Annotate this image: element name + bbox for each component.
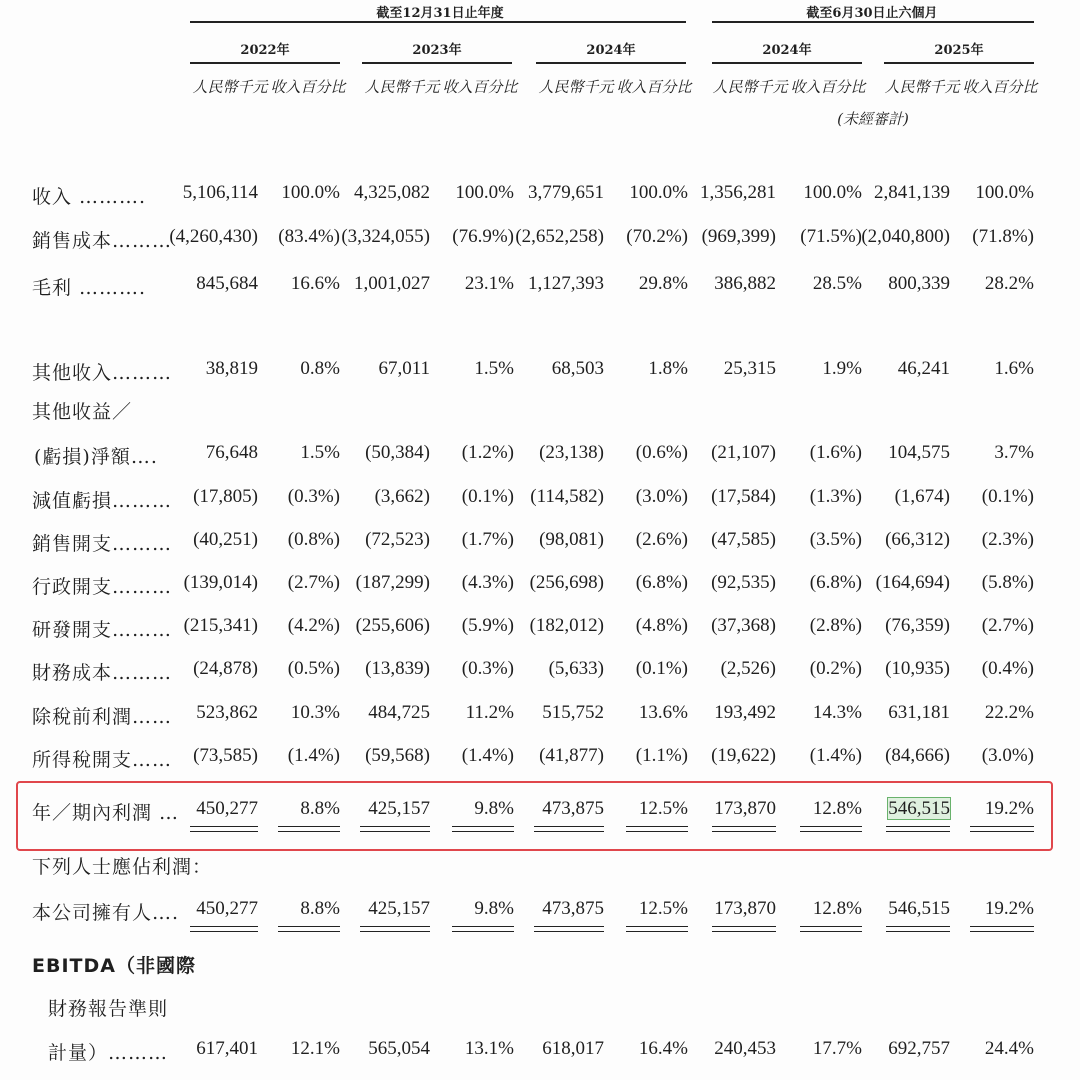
percent-cell: (0.8%) [287, 529, 340, 550]
percent-cell: 19.2% [984, 798, 1034, 819]
row-label: 計量）……… [48, 1042, 169, 1064]
amount-cell: (4,260,430) [169, 226, 258, 247]
amount-cell: 631,181 [888, 702, 950, 723]
percent-cell: 16.4% [638, 1038, 688, 1059]
unit-amount: 人民幣千元 [884, 78, 960, 96]
percent-cell: (1.1%) [635, 745, 688, 766]
amount-cell: 173,870 [714, 798, 776, 819]
row-label: 銷售成本……… [32, 230, 173, 252]
row-label: 其他收益／ [32, 401, 133, 423]
amount-cell: (92,535) [711, 572, 776, 593]
row-label: 毛利 ………. [32, 277, 147, 299]
double-underline [626, 926, 688, 932]
percent-cell: 13.6% [638, 702, 688, 723]
percent-cell: 1.8% [648, 358, 688, 379]
header-year-rule [884, 62, 1034, 64]
amount-cell: 692,757 [888, 1038, 950, 1059]
amount-cell: (139,014) [183, 572, 258, 593]
amount-cell: (40,251) [193, 529, 258, 550]
percent-cell: (5.8%) [981, 572, 1034, 593]
double-underline [452, 826, 514, 832]
amount-cell: (13,839) [365, 658, 430, 679]
row-label: 收入 ………. [32, 186, 147, 208]
amount-cell: 38,819 [205, 358, 258, 379]
percent-cell: (2.7%) [981, 615, 1034, 636]
row-label: EBITDA（非國際 [32, 955, 196, 977]
amount-cell: (3,324,055) [341, 226, 430, 247]
amount-cell: 800,339 [888, 273, 950, 294]
header-year-2022: 2022年 [240, 43, 290, 58]
percent-cell: (1.2%) [461, 442, 514, 463]
header-year-rule [536, 62, 686, 64]
amount-cell: (10,935) [885, 658, 950, 679]
amount-cell: 450,277 [196, 798, 258, 819]
amount-cell: (17,584) [711, 486, 776, 507]
header-year-rule [712, 62, 862, 64]
amount-cell: 5,106,114 [182, 182, 258, 203]
amount-cell: 173,870 [714, 898, 776, 919]
percent-cell: (76.9%) [452, 226, 514, 247]
amount-cell: 546,515 [888, 898, 950, 919]
percent-cell: 24.4% [984, 1038, 1034, 1059]
percent-cell: 0.8% [300, 358, 340, 379]
percent-cell: (3.0%) [981, 745, 1034, 766]
amount-cell: (59,568) [365, 745, 430, 766]
amount-cell: (66,312) [885, 529, 950, 550]
row-label: 所得稅開支…… [32, 749, 173, 771]
percent-cell: (5.9%) [461, 615, 514, 636]
percent-cell: (0.1%) [635, 658, 688, 679]
percent-cell: 100.0% [803, 182, 862, 203]
amount-cell: 1,001,027 [354, 273, 430, 294]
header-group-interim: 截至6月30日止六個月 [806, 6, 938, 21]
percent-cell: (71.5%) [800, 226, 862, 247]
amount-cell: (2,040,800) [861, 226, 950, 247]
unit-percent: 收入百分比 [616, 78, 692, 96]
percent-cell: 100.0% [629, 182, 688, 203]
percent-cell: 100.0% [455, 182, 514, 203]
amount-cell: (969,399) [701, 226, 776, 247]
percent-cell: 12.1% [290, 1038, 340, 1059]
amount-cell: (2,652,258) [515, 226, 604, 247]
percent-cell: 3.7% [994, 442, 1034, 463]
amount-cell: 3,779,651 [528, 182, 604, 203]
percent-cell: (1.6%) [809, 442, 862, 463]
double-underline [970, 826, 1034, 832]
amount-cell: 617,401 [196, 1038, 258, 1059]
percent-cell: (2.6%) [635, 529, 688, 550]
percent-cell: 17.7% [812, 1038, 862, 1059]
percent-cell: 1.5% [474, 358, 514, 379]
amount-cell: (47,585) [711, 529, 776, 550]
amount-cell: 473,875 [542, 798, 604, 819]
amount-cell: 425,157 [368, 898, 430, 919]
row-label: 除稅前利潤…… [32, 706, 173, 728]
amount-cell: (215,341) [183, 615, 258, 636]
amount-cell: 193,492 [714, 702, 776, 723]
double-underline [278, 826, 340, 832]
amount-cell: (24,878) [193, 658, 258, 679]
double-underline [190, 926, 258, 932]
percent-cell: 1.6% [994, 358, 1034, 379]
amount-cell: 484,725 [368, 702, 430, 723]
amount-cell: 104,575 [888, 442, 950, 463]
amount-cell: 240,453 [714, 1038, 776, 1059]
row-label: 研發開支……… [32, 619, 173, 641]
percent-cell: 29.8% [638, 273, 688, 294]
percent-cell: 12.5% [638, 898, 688, 919]
double-underline [970, 926, 1034, 932]
percent-cell: 12.5% [638, 798, 688, 819]
header-year-2025-interim: 2025年 [934, 43, 984, 58]
double-underline [360, 926, 430, 932]
double-underline [626, 826, 688, 832]
percent-cell: (2.7%) [287, 572, 340, 593]
amount-cell: (19,622) [711, 745, 776, 766]
amount-cell: 450,277 [196, 898, 258, 919]
amount-cell: (255,606) [355, 615, 430, 636]
percent-cell: (83.4%) [278, 226, 340, 247]
amount-cell: 523,862 [196, 702, 258, 723]
amount-cell: (23,138) [539, 442, 604, 463]
amount-cell: (2,526) [720, 658, 776, 679]
percent-cell: 9.8% [474, 898, 514, 919]
amount-cell: (182,012) [529, 615, 604, 636]
percent-cell: (6.8%) [635, 572, 688, 593]
double-underline [534, 826, 604, 832]
percent-cell: (1.4%) [461, 745, 514, 766]
amount-cell: 845,684 [196, 273, 258, 294]
amount-cell: (17,805) [193, 486, 258, 507]
row-label: 行政開支……… [32, 576, 173, 598]
unit-percent: 收入百分比 [270, 78, 346, 96]
unit-amount: 人民幣千元 [712, 78, 788, 96]
amount-cell: (72,523) [365, 529, 430, 550]
unit-amount: 人民幣千元 [538, 78, 614, 96]
amount-cell: (50,384) [365, 442, 430, 463]
header-year-2024: 2024年 [586, 43, 636, 58]
percent-cell: 16.6% [290, 273, 340, 294]
double-underline [886, 926, 950, 932]
percent-cell: 100.0% [975, 182, 1034, 203]
double-underline [190, 826, 258, 832]
amount-cell: (76,359) [885, 615, 950, 636]
amount-cell: (3,662) [374, 486, 430, 507]
percent-cell: (4.3%) [461, 572, 514, 593]
amount-cell: 4,325,082 [354, 182, 430, 203]
percent-cell: 28.2% [984, 273, 1034, 294]
amount-cell: (41,877) [539, 745, 604, 766]
percent-cell: 8.8% [300, 798, 340, 819]
percent-cell: 11.2% [465, 702, 514, 723]
header-year-2024-interim: 2024年 [762, 43, 812, 58]
amount-cell: 68,503 [551, 358, 604, 379]
percent-cell: 19.2% [984, 898, 1034, 919]
amount-cell: (187,299) [355, 572, 430, 593]
percent-cell: (1.7%) [461, 529, 514, 550]
percent-cell: (4.8%) [635, 615, 688, 636]
percent-cell: 8.8% [300, 898, 340, 919]
amount-cell: 2,841,139 [874, 182, 950, 203]
amount-cell: (256,698) [529, 572, 604, 593]
amount-cell: (5,633) [548, 658, 604, 679]
highlighted-value[interactable]: 546,515 [888, 798, 950, 819]
percent-cell: (2.3%) [981, 529, 1034, 550]
amount-cell: 46,241 [897, 358, 950, 379]
double-underline [360, 826, 430, 832]
amount-cell: (21,107) [711, 442, 776, 463]
percent-cell: (6.8%) [809, 572, 862, 593]
double-underline [712, 826, 776, 832]
percent-cell: 14.3% [812, 702, 862, 723]
amount-cell: 473,875 [542, 898, 604, 919]
percent-cell: 28.5% [812, 273, 862, 294]
percent-cell: 23.1% [464, 273, 514, 294]
double-underline [800, 826, 862, 832]
percent-cell: (0.3%) [461, 658, 514, 679]
row-label: 財務報告準則 [48, 998, 169, 1020]
header-year-2023: 2023年 [412, 43, 462, 58]
double-underline [452, 926, 514, 932]
percent-cell: (2.8%) [809, 615, 862, 636]
row-label: 年／期內利潤 … [32, 802, 180, 824]
row-label: 下列人士應佔利潤： [32, 856, 213, 878]
row-label: 財務成本……… [32, 662, 173, 684]
percent-cell: (0.1%) [461, 486, 514, 507]
amount-cell: 1,356,281 [700, 182, 776, 203]
percent-cell: (0.6%) [635, 442, 688, 463]
percent-cell: 100.0% [281, 182, 340, 203]
percent-cell: 22.2% [984, 702, 1034, 723]
row-label: 其他收入……… [32, 362, 173, 384]
unit-percent: 收入百分比 [962, 78, 1038, 96]
percent-cell: 9.8% [474, 798, 514, 819]
percent-cell: (0.1%) [981, 486, 1034, 507]
percent-cell: (0.5%) [287, 658, 340, 679]
row-label: 銷售開支……… [32, 533, 173, 555]
double-underline [886, 826, 950, 832]
percent-cell: (1.4%) [809, 745, 862, 766]
percent-cell: (0.2%) [809, 658, 862, 679]
percent-cell: 12.8% [812, 898, 862, 919]
percent-cell: 12.8% [812, 798, 862, 819]
percent-cell: (3.0%) [635, 486, 688, 507]
header-group-annual: 截至12月31日止年度 [376, 6, 504, 21]
percent-cell: (70.2%) [626, 226, 688, 247]
percent-cell: 1.5% [300, 442, 340, 463]
unit-amount: 人民幣千元 [364, 78, 440, 96]
amount-cell: (37,368) [711, 615, 776, 636]
amount-cell: (98,081) [539, 529, 604, 550]
row-label: 本公司擁有人…. [32, 902, 180, 924]
amount-cell: (164,694) [875, 572, 950, 593]
percent-cell: (71.8%) [972, 226, 1034, 247]
unaudited-note: (未經審計) [837, 110, 909, 128]
amount-cell: (73,585) [193, 745, 258, 766]
unit-percent: 收入百分比 [790, 78, 866, 96]
amount-cell: 67,011 [378, 358, 430, 379]
percent-cell: (0.4%) [981, 658, 1034, 679]
amount-cell: 515,752 [542, 702, 604, 723]
percent-cell: 13.1% [464, 1038, 514, 1059]
amount-cell: (1,674) [894, 486, 950, 507]
amount-cell: 1,127,393 [528, 273, 604, 294]
percent-cell: (1.3%) [809, 486, 862, 507]
amount-cell: 425,157 [368, 798, 430, 819]
header-year-rule [362, 62, 512, 64]
percent-cell: (4.2%) [287, 615, 340, 636]
percent-cell: (3.5%) [809, 529, 862, 550]
header-group-interim-rule [712, 21, 1034, 23]
amount-cell: 565,054 [368, 1038, 430, 1059]
amount-cell: 386,882 [714, 273, 776, 294]
amount-cell: (84,666) [885, 745, 950, 766]
header-group-annual-rule [190, 21, 686, 23]
amount-cell: 618,017 [542, 1038, 604, 1059]
amount-cell: (114,582) [530, 486, 604, 507]
unit-percent: 收入百分比 [442, 78, 518, 96]
row-label: (虧損)淨額…. [34, 446, 158, 468]
percent-cell: 1.9% [822, 358, 862, 379]
amount-cell: 76,648 [205, 442, 258, 463]
double-underline [278, 926, 340, 932]
percent-cell: (1.4%) [287, 745, 340, 766]
double-underline [712, 926, 776, 932]
double-underline [800, 926, 862, 932]
row-label: 減值虧損……… [32, 490, 173, 512]
unit-amount: 人民幣千元 [192, 78, 268, 96]
header-year-rule [190, 62, 340, 64]
percent-cell: 10.3% [290, 702, 340, 723]
double-underline [534, 926, 604, 932]
percent-cell: (0.3%) [287, 486, 340, 507]
amount-cell: 25,315 [723, 358, 776, 379]
